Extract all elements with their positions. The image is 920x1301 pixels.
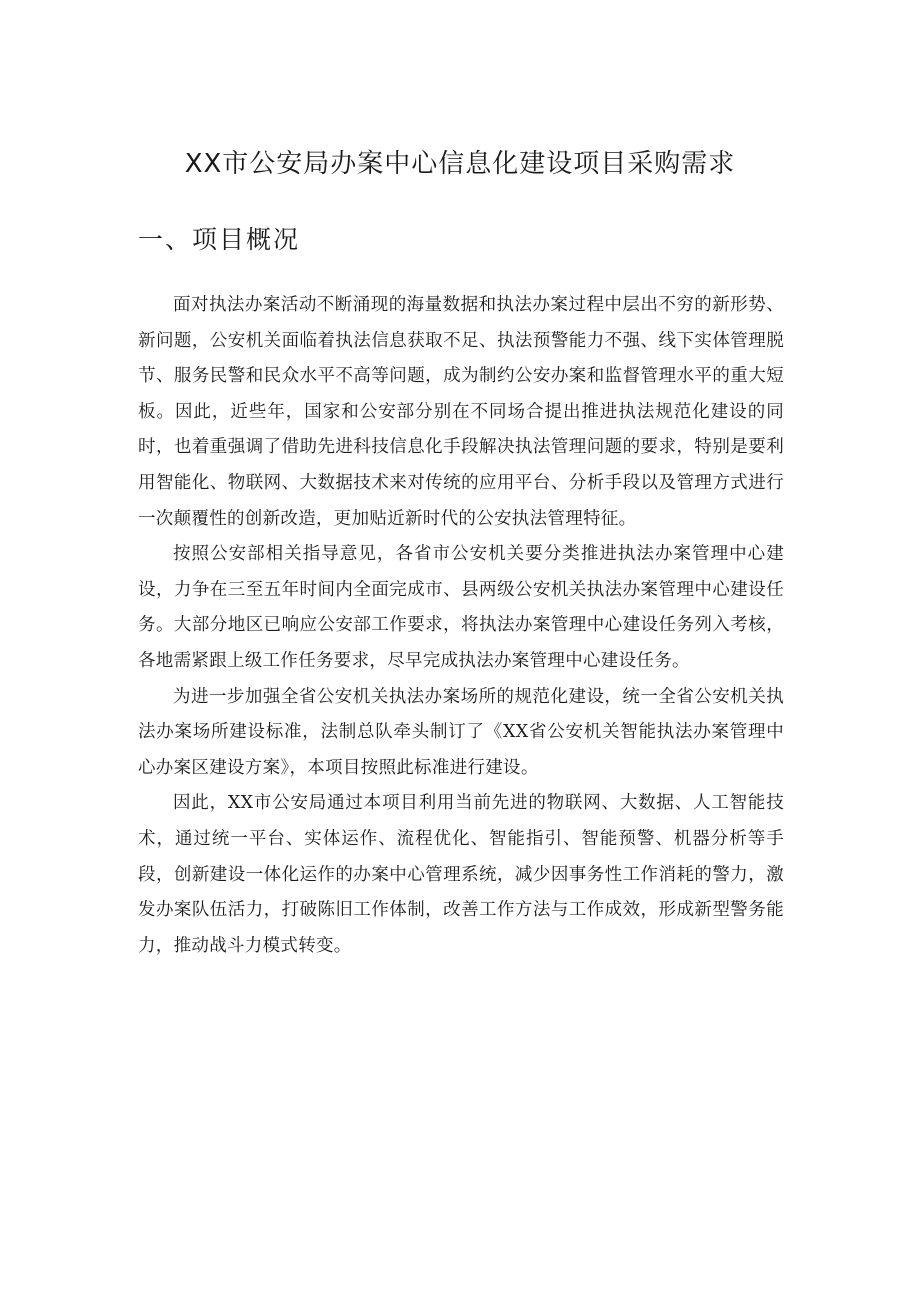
- body-text: [138, 288, 784, 964]
- paragraph-2: 按照公安部相关指导意见，各省市公安机关要分类推进执法办案管理中心建设，力争在三至五年时间内全面完成市、县两级公安机关执法办案管理中心建设任务。大部分地区已响应公安部工作要求，将执法办案管理中心建设任务列入考核，各地需紧跟上级工作任务要求，尽早完成执法办案管理中心建设任务。: [138, 544, 784, 671]
- section-heading: 一、项目概况: [138, 225, 301, 254]
- paragraph-3: 为进一步加强全省公安机关执法办案场所的规范化建设，统一全省公安机关执法办案场所建设标准，法制总队牵头制订了《XX省公安机关智能执法办案管理中心办案区建设方案》，本项目按照此标准进行建设。: [138, 686, 784, 778]
- page-title: XX市公安局办案中心信息化建设项目采购需求: [184, 149, 736, 179]
- paragraph-1: 面对执法办案活动不断涌现的海量数据和执法办案过程中层出不穷的新形势、新问题，公安机关面临着执法信息获取不足、执法预警能力不强、线下实体管理脱节、服务民警和民众水平不高等问题，成为制约公安办案和监督管理水平的重大短板。因此，近些年，国家和公安部分别在不同场合提出推进执法规范化建设的同时，也着重强调了借助先进科技信息化手段解决执法管理问题的要求，特别是要利用智能化、物联网、大数据技术来对传统的应用平台、分析手段以及管理方式进行一次颠覆性的创新改造，更加贴近新时代的公安执法管理特征。: [138, 295, 784, 529]
- paragraph-4: 因此，XX市公安局通过本项目利用当前先进的物联网、大数据、人工智能技术，通过统一平台、实体运作、流程优化、智能指引、智能预警、机器分析等手段，创新建设一体化运作的办案中心管理系统，减少因事务性工作消耗的警力，激发办案队伍活力，打破陈旧工作体制，改善工作方法与工作成效，形成新型警务能力，推动战斗力模式转变。: [138, 793, 784, 956]
